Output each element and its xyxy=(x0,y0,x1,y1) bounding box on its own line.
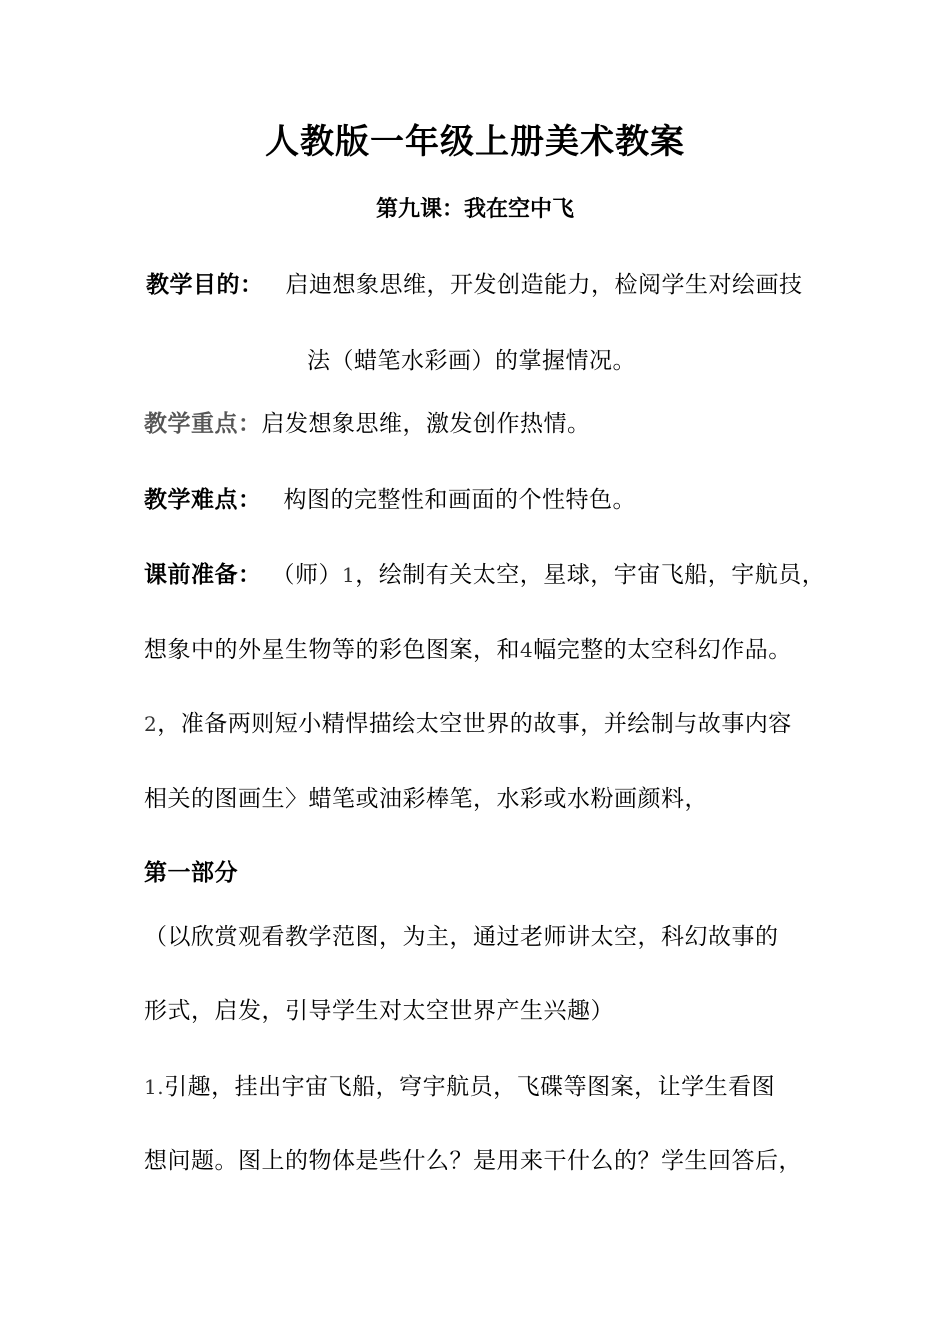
page-title: 人教版一年级上册美术教案 xyxy=(265,122,685,162)
difficulty-text: 构图的完整性和画面的个性特色。 xyxy=(283,487,636,513)
difficulty-line xyxy=(144,484,636,516)
preparation-text-1a: （师） xyxy=(271,562,342,588)
part-one-intro-line-2: 形式，启发，引导学生对太空世界产生兴趣） xyxy=(144,998,614,1024)
objective-line-1 xyxy=(146,269,803,301)
preparation-line-1 xyxy=(144,559,825,591)
preparation-label: 课前准备： xyxy=(144,562,262,588)
preparation-line-2 xyxy=(144,634,792,666)
objective-text-1: 启迪想象思维，开发创造能力，检阅学生对绘画技 xyxy=(285,272,803,298)
preparation-text-1b: ，绘制有关太空，星球，宇宙飞船，宇航员， xyxy=(355,562,826,588)
step-1-line-2: 想问题。图上的物体是些什么？是用来干什么的？学生回答后， xyxy=(144,1148,802,1174)
step-1-line-1 xyxy=(144,1071,775,1103)
section-heading: 第一部分 xyxy=(144,860,238,886)
key-point-label: 教学重点： xyxy=(144,411,262,437)
preparation-number-1: 1 xyxy=(342,563,356,587)
preparation-text-4: 相关的图画生〉蜡笔或油彩棒笔，水彩或水粉画颜料， xyxy=(144,786,708,812)
preparation-text-2a: 想象中的外星生物等的彩色图案，和 xyxy=(144,637,520,663)
step-1-number: 1. xyxy=(144,1075,165,1099)
objective-label: 教学目的： xyxy=(146,272,264,298)
key-point-text: 启发想象思维，激发创作热情。 xyxy=(261,411,591,437)
part-one-intro-line-1: （以欣赏观看教学范图，为主，通过老师讲太空，科幻故事的 xyxy=(144,924,779,950)
objective-text-2: 法（蜡笔水彩画）的掌握情况。 xyxy=(307,348,636,374)
step-1-text-1: 引趣，挂出宇宙飞船，穹宇航员，飞碟等图案，让学生看图 xyxy=(164,1074,776,1100)
objective-line-2 xyxy=(307,345,636,377)
preparation-number-2: 2 xyxy=(144,712,158,736)
difficulty-label: 教学难点： xyxy=(144,487,262,513)
preparation-number-4: 4 xyxy=(520,638,534,662)
lesson-subtitle: 第九课：我在空中飞 xyxy=(375,197,574,222)
key-point-line xyxy=(144,408,591,440)
preparation-text-2b: 幅完整的太空科幻作品。 xyxy=(533,637,792,663)
preparation-line-3 xyxy=(144,708,792,740)
preparation-text-3: ，准备两则短小精悍描绘太空世界的故事，并绘制与故事内容 xyxy=(157,711,792,737)
preparation-line-4 xyxy=(144,783,708,815)
